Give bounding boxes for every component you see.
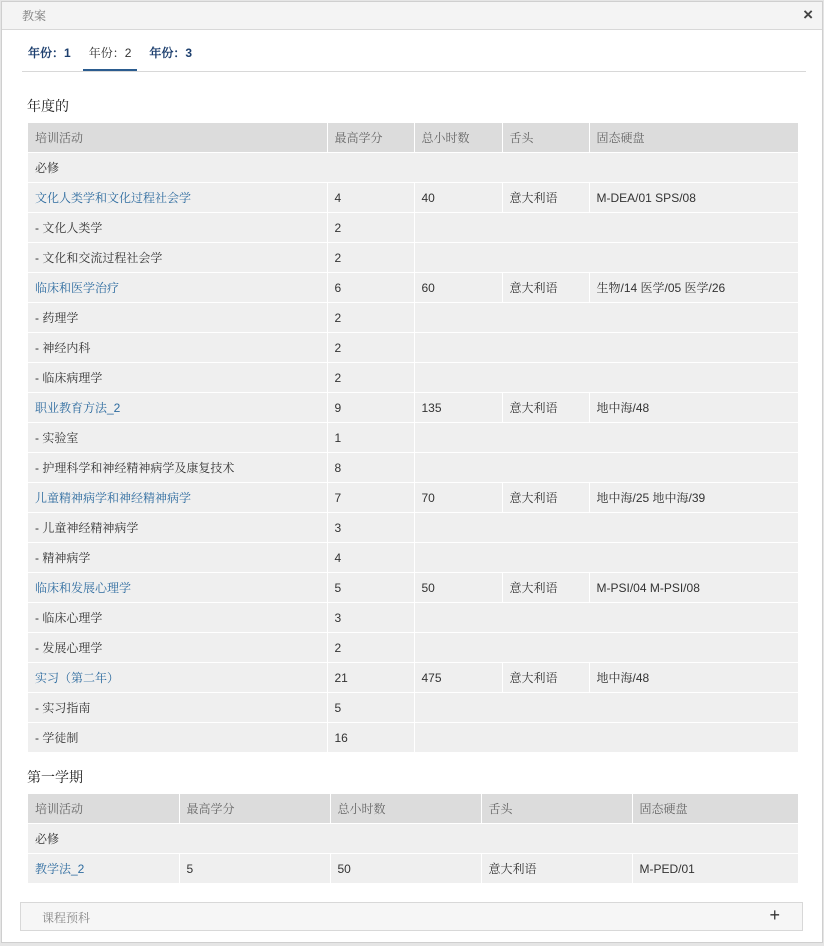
credits-cell: 5	[327, 693, 414, 723]
hours-cell: 475	[414, 663, 502, 693]
ssd-cell: 地中海/25 地中海/39	[589, 483, 798, 513]
credits-cell: 3	[327, 603, 414, 633]
annual-table	[28, 123, 799, 753]
module-row	[28, 213, 798, 243]
credits-cell: 2	[327, 633, 414, 663]
ssd-cell: M-PED/01	[632, 854, 798, 884]
empty-cell	[414, 363, 798, 393]
course-row	[28, 183, 798, 213]
course-cell	[28, 393, 327, 423]
language-cell: 意大利语	[502, 393, 589, 423]
course-cell	[28, 483, 327, 513]
empty-cell	[414, 633, 798, 663]
course-row	[28, 273, 798, 303]
ssd-cell: M-DEA/01 SPS/08	[589, 183, 798, 213]
dialog-titlebar	[2, 2, 822, 30]
module-row	[28, 303, 798, 333]
course-link[interactable]: 临床和发展心理学	[35, 581, 132, 595]
tab-year-2[interactable]: 年份：2	[83, 40, 138, 71]
language-cell: 意大利语	[481, 854, 632, 884]
module-name: - 实验室	[28, 423, 327, 453]
module-name: - 护理科学和神经精神病学及康复技术	[28, 453, 327, 483]
module-name: - 文化和交流过程社会学	[28, 243, 327, 273]
course-cell	[28, 854, 179, 884]
module-name: - 儿童神经精神病学	[28, 513, 327, 543]
empty-cell	[414, 333, 798, 363]
header-credits: 最高学分	[327, 123, 414, 153]
module-row	[28, 633, 798, 663]
header-ssd: 固态硬盘	[632, 794, 798, 824]
hours-cell: 60	[414, 273, 502, 303]
credits-cell: 5	[327, 573, 414, 603]
empty-cell	[414, 603, 798, 633]
module-row	[28, 453, 798, 483]
group-label: 必修	[28, 153, 798, 183]
semester1-section-title: 第一学期	[27, 769, 83, 785]
hours-cell: 135	[414, 393, 502, 423]
module-name: - 发展心理学	[28, 633, 327, 663]
credits-cell: 5	[179, 854, 330, 884]
language-cell: 意大利语	[502, 273, 589, 303]
credits-cell: 1	[327, 423, 414, 453]
credits-cell: 4	[327, 183, 414, 213]
header-language: 舌头	[481, 794, 632, 824]
module-name: - 神经内科	[28, 333, 327, 363]
year-tabs	[22, 40, 806, 72]
course-link[interactable]: 教学法_2	[35, 862, 85, 876]
credits-cell: 6	[327, 273, 414, 303]
ssd-cell: 地中海/48	[589, 663, 798, 693]
module-name: - 药理学	[28, 303, 327, 333]
module-row	[28, 333, 798, 363]
course-link[interactable]: 临床和医学治疗	[35, 281, 120, 295]
credits-cell: 7	[327, 483, 414, 513]
credits-cell: 3	[327, 513, 414, 543]
table-header-row	[28, 123, 798, 153]
dialog-title: 教案	[22, 9, 47, 23]
module-name: - 学徒制	[28, 723, 327, 753]
close-icon[interactable]: ×	[803, 5, 813, 24]
ssd-cell: 地中海/48	[589, 393, 798, 423]
course-row	[28, 573, 798, 603]
credits-cell: 16	[327, 723, 414, 753]
language-cell: 意大利语	[502, 663, 589, 693]
empty-cell	[414, 213, 798, 243]
ssd-cell: M-PSI/04 M-PSI/08	[589, 573, 798, 603]
empty-cell	[414, 723, 798, 753]
empty-cell	[414, 693, 798, 723]
language-cell: 意大利语	[502, 573, 589, 603]
credits-cell: 2	[327, 243, 414, 273]
module-name: - 实习指南	[28, 693, 327, 723]
course-cell	[28, 573, 327, 603]
module-row	[28, 693, 798, 723]
module-row	[28, 513, 798, 543]
group-row	[28, 153, 798, 183]
module-row	[28, 723, 798, 753]
header-hours: 总小时数	[330, 794, 481, 824]
hours-cell: 50	[414, 573, 502, 603]
header-hours: 总小时数	[414, 123, 502, 153]
course-link[interactable]: 实习（第二年）	[35, 671, 120, 685]
credits-cell: 2	[327, 363, 414, 393]
module-name: - 精神病学	[28, 543, 327, 573]
course-cell	[28, 273, 327, 303]
module-name: - 临床心理学	[28, 603, 327, 633]
annual-section-title: 年度的	[27, 98, 69, 114]
empty-cell	[414, 303, 798, 333]
module-row	[28, 603, 798, 633]
prerequisites-label: 课程预科	[42, 911, 91, 925]
empty-cell	[414, 543, 798, 573]
course-prerequisites-bar[interactable]	[20, 902, 803, 931]
empty-cell	[414, 513, 798, 543]
group-label: 必修	[28, 824, 798, 854]
credits-cell: 21	[327, 663, 414, 693]
module-row	[28, 243, 798, 273]
hours-cell: 70	[414, 483, 502, 513]
credits-cell: 8	[327, 453, 414, 483]
language-cell: 意大利语	[502, 183, 589, 213]
empty-cell	[414, 243, 798, 273]
language-cell: 意大利语	[502, 483, 589, 513]
tab-year-1[interactable]: 年份：1	[28, 46, 71, 60]
course-row	[28, 854, 798, 884]
tab-year-3[interactable]: 年份：3	[149, 46, 193, 60]
hours-cell: 40	[414, 183, 502, 213]
course-row	[28, 393, 798, 423]
course-link[interactable]: 文化人类学和文化过程社会学	[35, 191, 192, 205]
credits-cell: 2	[327, 213, 414, 243]
course-row	[28, 483, 798, 513]
credits-cell: 9	[327, 393, 414, 423]
header-ssd: 固态硬盘	[589, 123, 798, 153]
hours-cell: 50	[330, 854, 481, 884]
header-activity: 培训活动	[28, 123, 327, 153]
empty-cell	[414, 453, 798, 483]
ssd-cell: 生物/14 医学/05 医学/26	[589, 273, 798, 303]
credits-cell: 2	[327, 303, 414, 333]
course-link[interactable]: 职业教育方法_2	[35, 401, 121, 415]
module-row	[28, 363, 798, 393]
course-cell	[28, 183, 327, 213]
header-language: 舌头	[502, 123, 589, 153]
plus-icon[interactable]: +	[769, 905, 780, 925]
module-name: - 临床病理学	[28, 363, 327, 393]
empty-cell	[414, 423, 798, 453]
table-header-row	[28, 794, 798, 824]
semester1-table	[28, 794, 799, 884]
header-activity: 培训活动	[28, 794, 179, 824]
credits-cell: 2	[327, 333, 414, 363]
group-row	[28, 824, 798, 854]
module-row	[28, 543, 798, 573]
course-row	[28, 663, 798, 693]
credits-cell: 4	[327, 543, 414, 573]
header-credits: 最高学分	[179, 794, 330, 824]
module-row	[28, 423, 798, 453]
module-name: - 文化人类学	[28, 213, 327, 243]
course-link[interactable]: 儿童精神病学和神经精神病学	[35, 491, 192, 505]
course-cell	[28, 663, 327, 693]
